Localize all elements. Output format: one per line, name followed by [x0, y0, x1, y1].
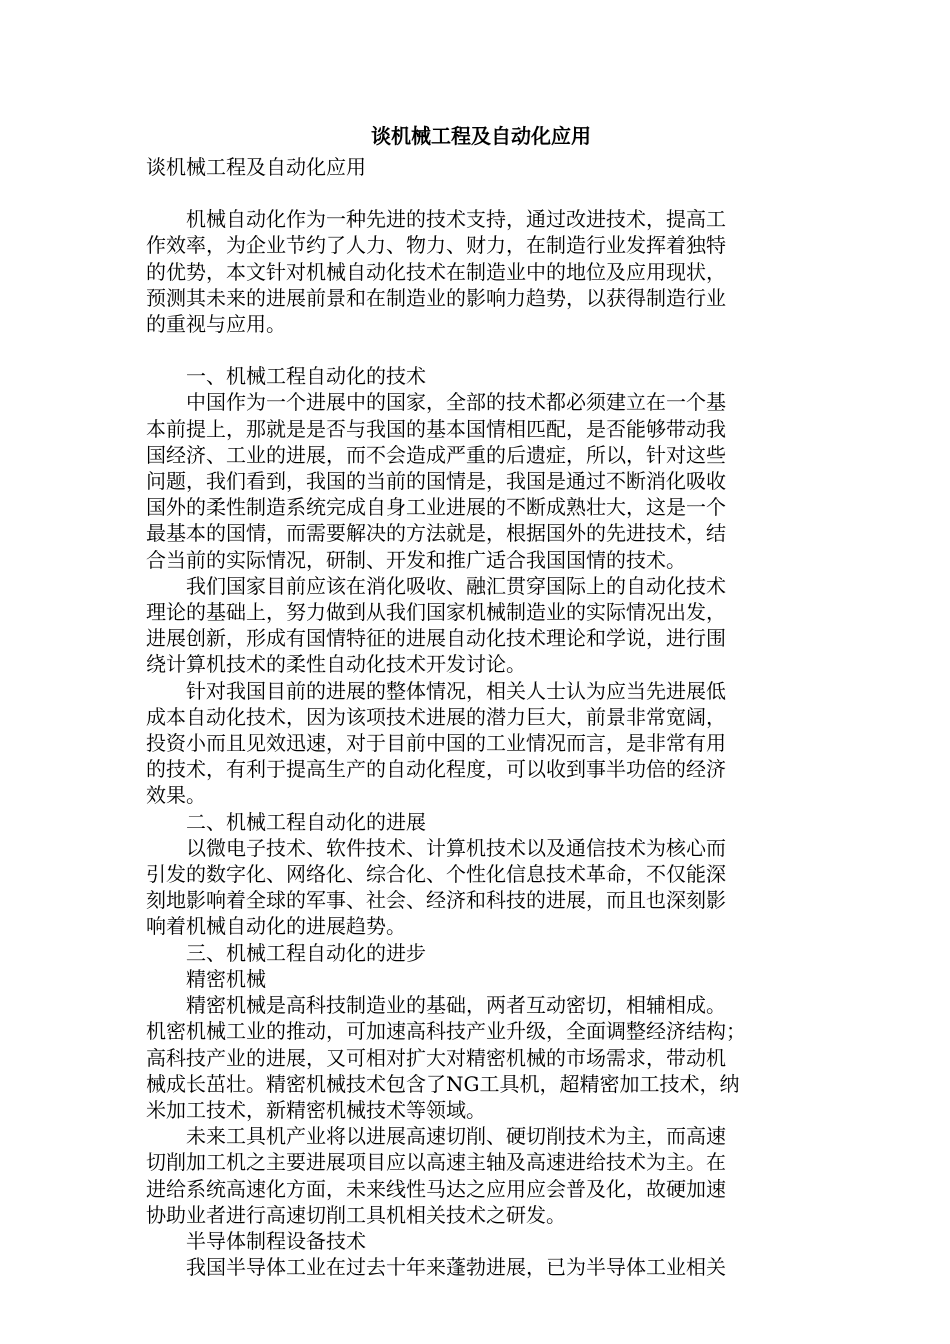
body-line: 本前提上，那就是是否与我国的基本国情相匹配，是否能够带动我 — [146, 416, 726, 441]
subsection-heading: 精密机械 — [146, 966, 266, 991]
body-line: 我们国家目前应该在消化吸收、融汇贯穿国际上的自动化技术 — [146, 573, 726, 598]
document-title: 谈机械工程及自动化应用 — [371, 124, 591, 148]
body-line: 米加工技术，新精密机械技术等领域。 — [146, 1097, 486, 1122]
body-line: 绕计算机技术的柔性自动化技术开发讨论。 — [146, 652, 526, 677]
body-line: 投资小而且见效迅速，对于目前中国的工业情况而言，是非常有用 — [146, 731, 726, 756]
abstract-line: 的重视与应用。 — [146, 312, 286, 337]
body-line: 成本自动化技术，因为该项技术进展的潜力巨大，前景非常宽阔， — [146, 704, 726, 729]
body-line: 针对我国目前的进展的整体情况，相关人士认为应当先进展低 — [146, 678, 726, 703]
body-text — [146, 363, 816, 1280]
body-line: 效果。 — [146, 783, 206, 808]
blank-line — [146, 180, 816, 206]
document-page — [146, 118, 816, 1280]
abstract-line: 机械自动化作为一种先进的技术支持，通过改进技术，提高工 — [146, 207, 726, 232]
section-heading: 三、机械工程自动化的进步 — [146, 940, 426, 965]
body-line: 我国半导体工业在过去十年来蓬勃进展，已为半导体工业相关 — [146, 1255, 726, 1280]
body-line: 的技术，有利于提高生产的自动化程度，可以收到事半功倍的经济 — [146, 757, 726, 782]
body-line: 中国作为一个进展中的国家，全部的技术都必须建立在一个基 — [146, 390, 726, 415]
body-line: 合当前的实际情况，研制、开发和推广适合我国国情的技术。 — [146, 547, 686, 572]
body-line: 精密机械是高科技制造业的基础，两者互动密切，相辅相成。 — [146, 993, 726, 1018]
body-line: 进展创新，形成有国情特征的进展自动化技术理论和学说，进行围 — [146, 626, 726, 651]
abstract-line: 作效率，为企业节约了人力、物力、财力，在制造行业发挥着独特 — [146, 233, 726, 258]
subsection-heading: 半导体制程设备技术 — [146, 1228, 366, 1253]
body-line: 协助业者进行高速切削工具机相关技术之研发。 — [146, 1202, 566, 1227]
body-line: 响着机械自动化的进展趋势。 — [146, 914, 406, 939]
body-line: 械成长茁壮。精密机械技术包含了NG工具机，超精密加工技术，纳 — [146, 1071, 740, 1096]
abstract-line: 的优势，本文针对机械自动化技术在制造业中的地位及应用现状， — [146, 259, 726, 284]
body-line: 最基本的国情，而需要解决的方法就是，根据国外的先进技术，结 — [146, 521, 726, 546]
body-line: 高科技产业的进展，又可相对扩大对精密机械的市场需求，带动机 — [146, 1045, 726, 1070]
body-line: 理论的基础上，努力做到从我们国家机械制造业的实际情况出发， — [146, 600, 726, 625]
body-line: 引发的数字化、网络化、综合化、个性化信息技术革命，不仅能深 — [146, 862, 726, 887]
body-line: 机密机械工业的推动，可加速高科技产业升级，全面调整经济结构； — [146, 1019, 746, 1044]
body-line: 进给系统高速化方面，未来线性马达之应用应会普及化，故硬加速 — [146, 1176, 726, 1201]
body-line: 切削加工机之主要进展项目应以高速主轴及高速进给技术为主。在 — [146, 1150, 726, 1175]
body-line: 问题，我们看到，我国的当前的国情是，我国是通过不断消化吸收 — [146, 469, 726, 494]
document-subtitle: 谈机械工程及自动化应用 — [146, 155, 366, 179]
section-heading: 一、机械工程自动化的技术 — [146, 364, 426, 389]
body-line: 国经济、工业的进展，而不会造成严重的后遗症，所以，针对这些 — [146, 442, 726, 467]
body-line: 刻地影响着全球的军事、社会、经济和科技的进展，而且也深刻影 — [146, 888, 726, 913]
body-line: 以微电子技术、软件技术、计算机技术以及通信技术为核心而 — [146, 835, 726, 860]
body-line: 未来工具机产业将以进展高速切削、硬切削技术为主，而高速 — [146, 1124, 726, 1149]
section-heading: 二、机械工程自动化的进展 — [146, 809, 426, 834]
body-line: 国外的柔性制造系统完成自身工业进展的不断成熟壮大，这是一个 — [146, 495, 726, 520]
abstract-line: 预测其未来的进展前景和在制造业的影响力趋势，以获得制造行业 — [146, 285, 726, 310]
blank-line — [146, 337, 816, 363]
abstract-paragraph — [146, 206, 816, 337]
